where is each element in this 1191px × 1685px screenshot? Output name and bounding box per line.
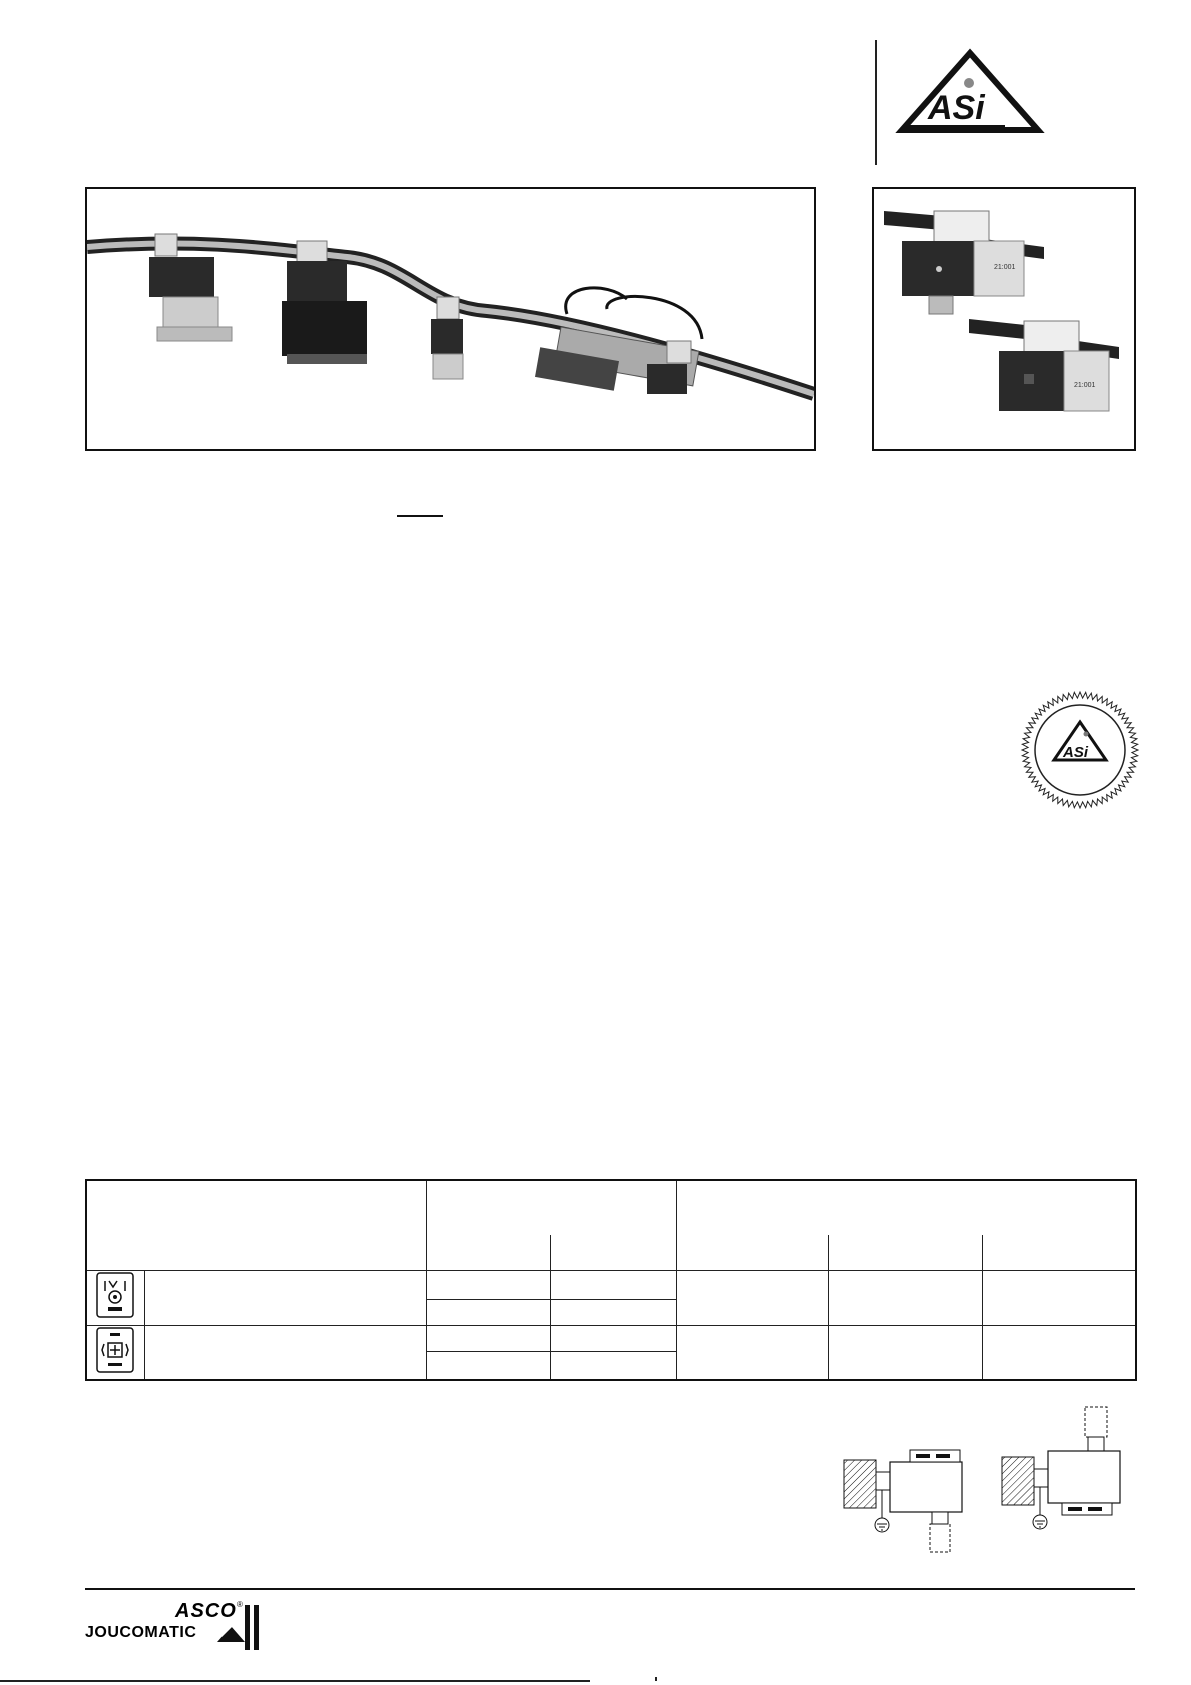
footer-registered-mark: ® [237, 1600, 243, 1609]
table-cell [828, 1325, 982, 1380]
table-cell [426, 1325, 550, 1351]
row-symbol-cell [86, 1270, 144, 1325]
table-cell [426, 1299, 550, 1325]
subheader-cell [550, 1235, 676, 1270]
footer-brand-bottom: JOUCOMATIC [85, 1624, 197, 1641]
table-cell [550, 1270, 676, 1299]
mounting-diagram-a [842, 1430, 992, 1555]
mounting-diagram-b [1000, 1405, 1150, 1545]
header-cell-group-a [426, 1180, 676, 1235]
row-description-cell [144, 1270, 426, 1325]
table-cell [676, 1270, 828, 1325]
connector-type-b-icon [95, 1326, 135, 1374]
table-row [86, 1270, 1136, 1299]
header-divider [875, 40, 877, 165]
footer-rule [85, 1588, 1135, 1590]
header-logo-text [930, 100, 932, 101]
bottom-edge-line [0, 1680, 590, 1682]
table-cell [676, 1325, 828, 1380]
asi-header-logo [895, 45, 1045, 135]
table-cell [550, 1299, 676, 1325]
subheader-cell [828, 1235, 982, 1270]
module-label-bottom: 21:001 [1074, 382, 1096, 389]
underline-mark [397, 515, 443, 517]
header-cell-description [86, 1180, 426, 1270]
table-cell [426, 1351, 550, 1380]
product-photo-detail [872, 187, 1136, 451]
connector-type-a-icon [95, 1271, 135, 1319]
product-photo-main [85, 187, 816, 451]
module-label-top: 21:001 [994, 264, 1016, 271]
subheader-cell [426, 1235, 550, 1270]
subheader-cell [676, 1235, 828, 1270]
table-cell [982, 1325, 1136, 1380]
table-row [86, 1325, 1136, 1351]
seal-logo-text: ASi [1063, 744, 1089, 761]
footer-brand-logo [85, 1600, 275, 1655]
row-symbol-cell [86, 1325, 144, 1380]
row-description-cell [144, 1325, 426, 1380]
table-cell [550, 1351, 676, 1380]
subheader-cell [982, 1235, 1136, 1270]
spec-table [85, 1179, 1137, 1381]
footer-brand-top: ASCO [175, 1600, 237, 1622]
asi-certification-seal [1020, 690, 1140, 810]
bottom-edge-tick [655, 1677, 657, 1681]
table-cell [982, 1270, 1136, 1325]
header-cell-group-b [676, 1180, 1136, 1235]
table-cell [828, 1270, 982, 1325]
table-cell [550, 1325, 676, 1351]
table-header-row [86, 1180, 1136, 1235]
table-cell [426, 1270, 550, 1299]
svg-text:ASi: ASi [928, 89, 985, 127]
